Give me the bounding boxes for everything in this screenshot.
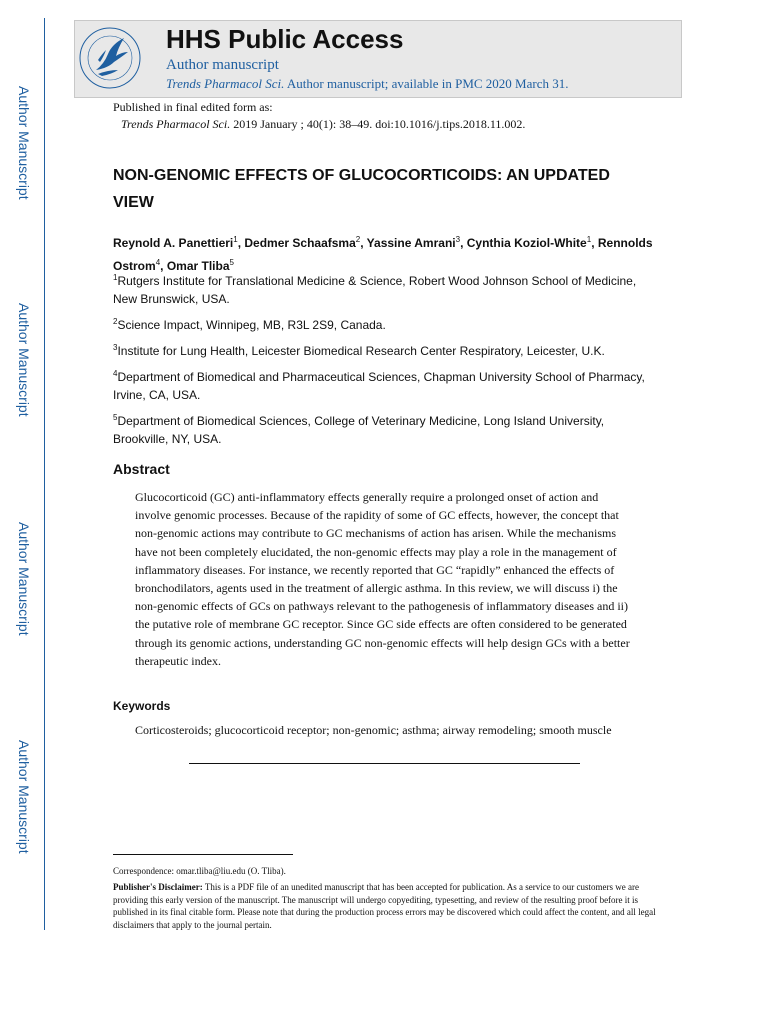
margin-rule xyxy=(44,18,45,930)
section-divider xyxy=(189,763,580,764)
author-affiliation-number: 3 xyxy=(455,235,461,244)
author-affiliation-number: 1 xyxy=(233,235,238,244)
author-name: Dedmer Schaafsma xyxy=(244,236,356,250)
affiliation-3: $^3$Institute for Lung Health, Leicester Biomedical Research Center Respiratory, Leicester, U.K. xyxy=(113,343,605,358)
author-name: Reynold A. Panettieri xyxy=(113,236,234,250)
published-citation xyxy=(121,117,525,132)
affiliation-2: $^2$Science Impact, Winnipeg, MB, R3L 2S9, Canada. xyxy=(113,317,386,332)
affiliation-4: $^4$Department of Biomedical and Pharmaceutical Sciences, Chapman University School of Pharmacy, Irvine, CA, USA. xyxy=(113,369,645,402)
keywords-heading: Keywords xyxy=(113,699,171,713)
author-affiliation-number: 4 xyxy=(155,258,161,267)
author-name: Omar Tliba xyxy=(166,259,230,273)
disclaimer-label: Publisher's Disclaimer: xyxy=(113,882,203,892)
abstract-body: Glucocorticoid (GC) anti-inflammatory effects generally require a prolonged onset of action and involve genomic processes. Because of the rapidity of some of GC effects, however, the concept that non-genomic actions may contribute to GC mechanisms of action has arisen. While the mechanisms have not been completely elucidated, the non-genomic effects may play a role in the management of inflammatory diseases. For instance, we recently reported that GC “rapidly” enhanced the effects of bronchodilators, agents used in the treatment of allergic asthma. In this review, we will discuss i) the non-genomic effects of GCs on pathways relevant to the pathogenesis of inflammatory diseases and ii) the putative role of membrane GC receptor. Since GC side effects are often considered to be generated through its genomic actions, understanding GC non-genomic effects will help design GCs with a better therapeutic index. xyxy=(135,490,630,668)
affiliation-5: $^5$Department of Biomedical Sciences, College of Veterinary Medicine, Long Island University, Brookville, NY, USA. xyxy=(113,413,605,446)
author-affiliation-number: 1 xyxy=(586,235,592,244)
journal-name: Trends Pharmacol Sci. xyxy=(166,76,285,91)
published-journal: Trends Pharmacol Sci. xyxy=(121,117,231,131)
disclaimer-text: This is a PDF file of an unedited manuscript that has been accepted for publication. As a service to our customers we are providing this early version of the manuscript. The manuscript will undergo copyediting, typesetting, and review of the resulting proof before it is published in its final citable form. Please note that during the production process errors may be discovered which could affect the content, and all legal disclaimers that apply to the journal pertain. xyxy=(113,882,656,930)
author-affiliation-number: 5 xyxy=(229,258,234,267)
author-name: Yassine Amrani xyxy=(366,236,456,250)
availability-note: Author manuscript; available in PMC 2020 March 31. xyxy=(284,76,569,91)
author-list: Reynold A. Panettieri$^1$, Dedmer Schaafsma$^2$, Yassine Amrani$^3$, Cynthia Koziol-White$^1$, Rennolds Ostrom$^4$, Omar Tliba$^5$ xyxy=(113,235,653,273)
header-subtitle: Author manuscript xyxy=(166,57,279,73)
published-label: Published in final edited form as: xyxy=(113,100,273,114)
article-title: NON-GENOMIC EFFECTS OF GLUCOCORTICOIDS: AN UPDATED VIEW xyxy=(113,167,610,211)
citation-details: 2019 January ; 40(1): 38–49. doi:10.1016/j.tips.2018.11.002. xyxy=(230,117,526,131)
author-affiliation-number: 2 xyxy=(355,235,361,244)
keywords-body: Corticosteroids; glucocorticoid receptor; non-genomic; asthma; airway remodeling; smooth muscle xyxy=(135,723,612,737)
correspondence-note: Correspondence: omar.tliba@liu.edu (O. Tliba). xyxy=(113,866,286,876)
footnote-divider xyxy=(113,854,293,855)
header-journal-note xyxy=(166,76,568,92)
affiliation-1: $^1$Rutgers Institute for Translational Medicine & Science, Robert Wood Johnson School of Medicine, New Brunswick, USA. xyxy=(113,273,637,306)
abstract-heading: Abstract xyxy=(113,461,170,477)
author-name: Cynthia Koziol-White xyxy=(466,236,587,250)
author-name: Rennolds Ostrom xyxy=(113,236,653,273)
header-title: HHS Public Access xyxy=(166,24,404,54)
publisher-disclaimer xyxy=(113,881,658,931)
hhs-eagle-seal-icon xyxy=(78,24,142,92)
